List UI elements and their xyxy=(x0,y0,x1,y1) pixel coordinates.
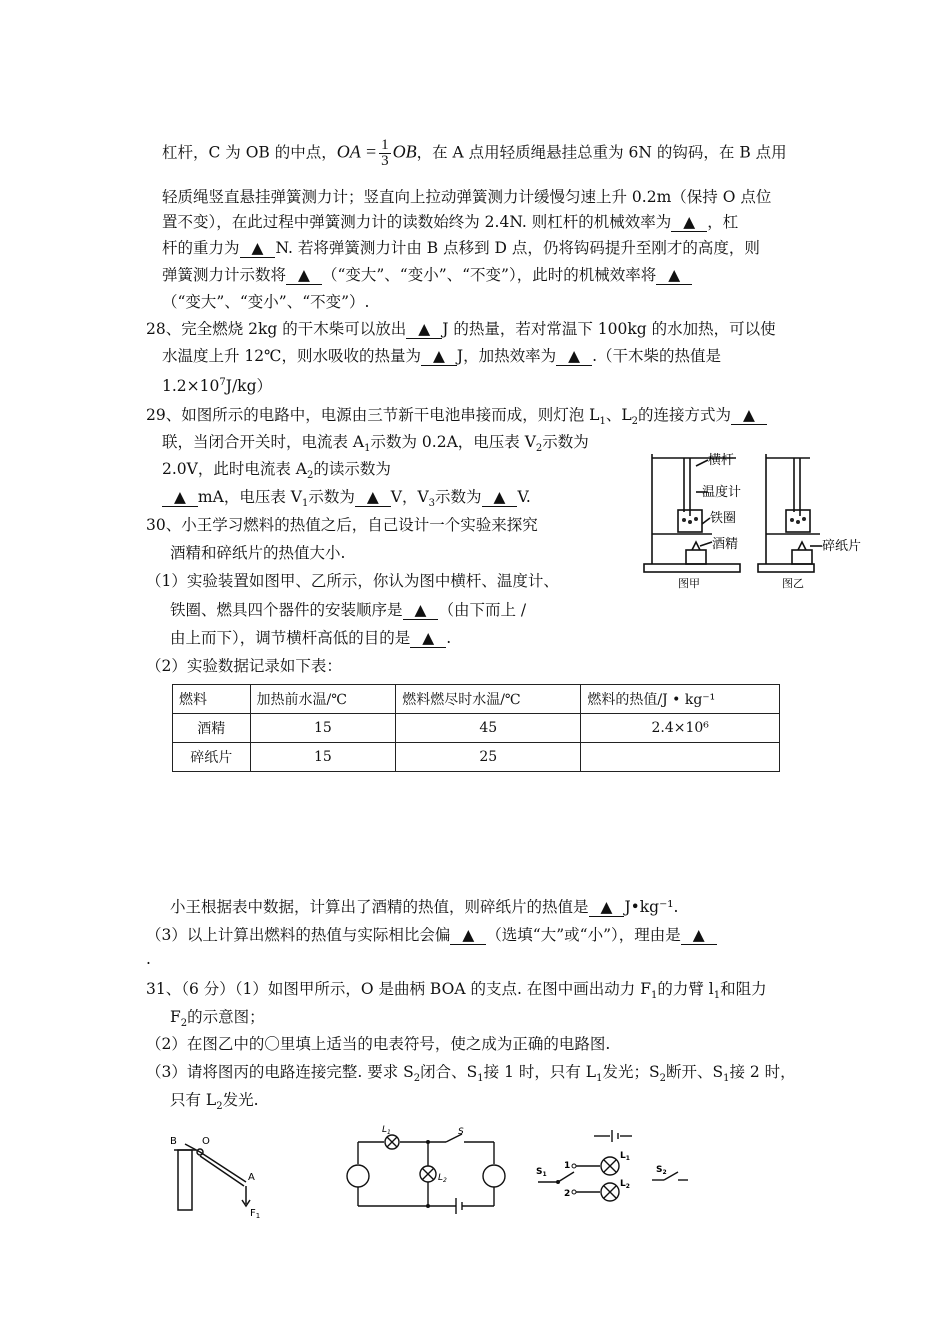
label-l1: $L_1$ xyxy=(382,1125,391,1136)
answer-blank[interactable]: ▲ xyxy=(731,406,767,425)
label-o: O xyxy=(202,1136,210,1147)
q30-part2: （2）实验数据记录如下表： xyxy=(146,657,342,675)
answer-blank[interactable]: ▲ xyxy=(410,629,446,648)
fuel-experiment-figure xyxy=(640,446,870,592)
fraction-one-third: $\frac{1}{3}$ xyxy=(381,137,389,169)
table-cell: 45 xyxy=(396,714,581,743)
table-cell: 2.4×10⁶ xyxy=(581,714,780,743)
answer-blank[interactable]: ▲ xyxy=(671,213,707,232)
q27-line-5: 弹簧测力计示数将 ▲ （“变大”、“变小”、“不变”），此时的机械效率将 ▲ xyxy=(162,264,692,286)
answer-blank[interactable]: ▲ xyxy=(421,347,457,366)
data-table xyxy=(172,684,780,772)
table-header: 加热前水温/℃ xyxy=(250,685,396,714)
table-cell: 碎纸片 xyxy=(173,743,251,772)
q31-line-1: 31、（6 分）（1）如图甲所示，O 是曲柄 BOA 的支点. 在图中画出动力 $F_1$的力臂 $l_1$和阻力 xyxy=(146,980,767,1002)
q27-line-6: （“变大”、“变小”、“不变”）. xyxy=(162,293,370,311)
table-header-row xyxy=(173,685,780,714)
q29-line-2: 联，当闭合开关时，电流表 $A_1$示数为 0.2A，电压表 $V_2$示数为 xyxy=(162,433,589,455)
circuit-lamps-figure xyxy=(532,1120,702,1216)
table-header: 燃料的热值/J • kg⁻¹ xyxy=(581,685,780,714)
label-s1: $S_1$ xyxy=(536,1167,547,1178)
q29-line-1: 29、如图所示的电路中，电源由三节新干电池串接而成，则灯泡 $L_1$、$L_2$的连接方式为 ▲ xyxy=(146,404,767,433)
q27-line-2: 轻质绳竖直悬挂弹簧测力计；竖直向上拉动弹簧测力计缓慢匀速上升 0.2m（保持 O 点位 xyxy=(162,188,772,206)
answer-blank[interactable]: ▲ xyxy=(681,926,717,945)
q30-after-table: 小王根据表中数据，计算出了酒精的热值，则碎纸片的热值是 ▲ J•kg⁻¹. xyxy=(170,898,679,916)
circuit-meter-figure xyxy=(340,1124,512,1220)
q31-line-4: （3）请将图丙的电路连接完整. 要求 $S_2$闭合、$S_1$接 1 时，只有 $L_1$发光；$S_2$断开、$S_1$接 2 时， xyxy=(146,1063,796,1085)
label-wenduji: 温度计 xyxy=(702,485,742,500)
q27-line-1: 杠杆，C 为 OB 的中点，OA = $\frac{1}{3}$ OB，在 A 点用轻质绳悬挂总重为 6N 的钩码，在 B 点用 xyxy=(162,137,787,169)
label-suizhipian: 碎纸片 xyxy=(822,539,862,554)
label-tiequan: 铁圈 xyxy=(710,511,737,526)
q31-line-2: $F_2$的示意图； xyxy=(170,1008,265,1030)
answer-blank[interactable]: ▲ xyxy=(240,239,276,258)
label-s: S xyxy=(458,1127,464,1137)
answer-blank[interactable]: ▲ xyxy=(589,898,625,917)
q29-line-3: 2.0V，此时电流表 $A_2$的读示数为 xyxy=(162,460,391,482)
table-header: 燃料 xyxy=(173,685,251,714)
q30-part3: （3）以上计算出燃料的热值与实际相比会偏 ▲ （选填“大”或“小”），理由是 ▲ xyxy=(146,924,717,946)
label-b: B xyxy=(170,1136,177,1147)
caption-yi: 图乙 xyxy=(782,577,804,590)
q30-part1-line-3: 由上而下），调节横杆高低的目的是 ▲ . xyxy=(170,629,452,647)
table-cell[interactable] xyxy=(581,743,780,772)
answer-blank[interactable]: ▲ xyxy=(162,488,198,507)
answer-blank[interactable]: ▲ xyxy=(482,488,518,507)
label-contact-2: 2 xyxy=(564,1189,571,1199)
label-f1: $F_1$ xyxy=(250,1208,261,1220)
table-cell: 15 xyxy=(250,714,396,743)
q30-line-1: 30、小王学习燃料的热值之后，自己设计一个实验来探究 xyxy=(146,516,538,534)
label-contact-1: 1 xyxy=(564,1161,571,1171)
q28-line-2: 水温度上升 12℃，则水吸收的热量为 ▲ J，加热效率为 ▲ .（干木柴的热值是 xyxy=(162,347,721,365)
table-cell: 15 xyxy=(250,743,396,772)
table-row xyxy=(173,714,780,743)
q28-line-1: 28、完全燃烧 2kg 的干木柴可以放出 ▲ J 的热量，若对常温下 100kg 的水加热，可以使 xyxy=(146,320,776,338)
table-header: 燃料燃尽时水温/℃ xyxy=(396,685,581,714)
q30-line-2: 酒精和碎纸片的热值大小. xyxy=(170,544,346,562)
label-a: A xyxy=(248,1172,255,1183)
label-lamp-l2: $L_2$ xyxy=(620,1179,630,1190)
q31-line-5: 只有 $L_2$发光. xyxy=(170,1091,259,1113)
q29-line-4: ▲ mA，电压表 $V_1$示数为 ▲ V，$V_3$示数为 ▲ V. xyxy=(162,486,531,515)
answer-blank[interactable]: ▲ xyxy=(406,320,442,339)
q30-part1-line-2: 铁圈、燃具四个器件的安装顺序是 ▲ （由下而上 / xyxy=(170,601,527,619)
crank-lever-figure xyxy=(164,1130,274,1220)
label-hengan: 横杆 xyxy=(708,453,735,468)
answer-blank[interactable]: ▲ xyxy=(556,347,592,366)
answer-blank[interactable]: ▲ xyxy=(355,488,391,507)
table-row xyxy=(173,743,780,772)
table-cell: 25 xyxy=(396,743,581,772)
label-jiujing: 酒精 xyxy=(712,537,739,552)
answer-blank[interactable]: ▲ xyxy=(286,266,322,285)
q27-line-3: 置不变），在此过程中弹簧测力计的读数始终为 2.4N. 则杠杆的机械效率为 ▲ ，杠 xyxy=(162,213,739,231)
answer-blank[interactable]: ▲ xyxy=(656,266,692,285)
answer-blank[interactable]: ▲ xyxy=(450,926,486,945)
q27-line-4: 杆的重力为 ▲ N. 若将弹簧测力计由 B 点移到 D 点，仍将钩码提升至刚才的高度，则 xyxy=(162,239,760,257)
label-s2: $S_2$ xyxy=(656,1165,667,1176)
table-cell: 酒精 xyxy=(173,714,251,743)
q30-part3-end: . xyxy=(146,950,151,968)
q28-line-3: $1.2\times 10^7J/kg$） xyxy=(162,377,273,396)
q30-part1-line-1: （1）实验装置如图甲、乙所示，你认为图中横杆、温度计、 xyxy=(146,572,559,590)
answer-blank[interactable]: ▲ xyxy=(403,601,439,620)
q31-line-3: （2）在图乙中的〇里填上适当的电表符号，使之成为正确的电路图. xyxy=(146,1035,611,1053)
label-l2: $L_2$ xyxy=(438,1173,447,1184)
caption-jia: 图甲 xyxy=(678,577,700,590)
label-lamp-l1: $L_1$ xyxy=(620,1151,630,1162)
